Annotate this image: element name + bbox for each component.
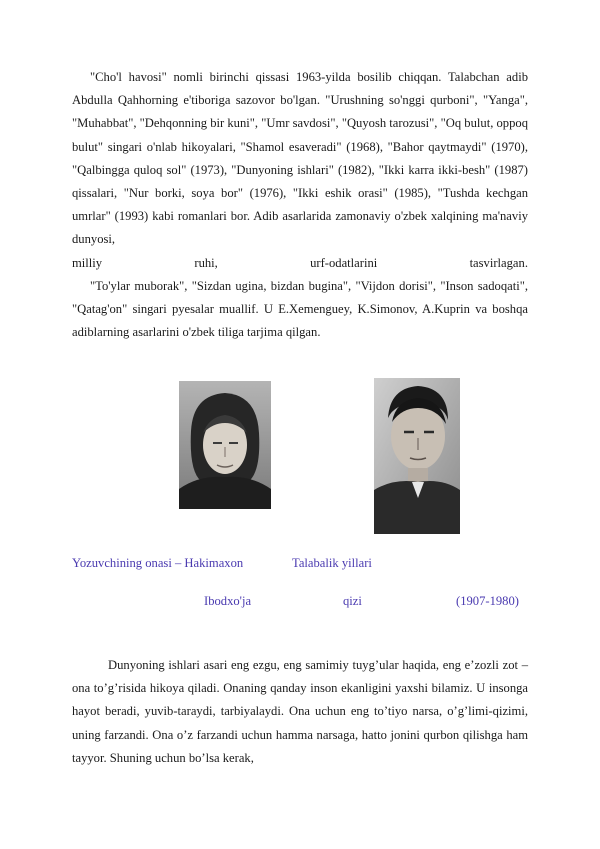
paragraph-dunyoning-ishlari: Dunyoning ishlari asari eng ezgu, eng samimiy tuyg’ular haqida, eng e’zozli zot – ona to’g’risida hikoya qiladi. Onaning qanday inson ekanligini yaxshi bilamiz. U insonga hayot beradi, yuvib-taraydi, tarbiyalaydi. Ona uchun eng to’tiyo narsa, o’g’limi-qizimi, uning farzandi. Ona o’z farzandi uchun hamma narsaga, hatto jonini qurbon qilishga ham tayyor. Shuning uchun bo’lsa kerak, — [72, 658, 528, 765]
caption-years: (1907-1980) — [456, 594, 519, 608]
spread-word: ruhi, — [194, 255, 218, 270]
caption-mother: Yozuvchining onasi – Hakimaxon — [72, 556, 244, 570]
caption-qizi: qizi — [343, 594, 362, 608]
paragraph-plays-translations: "To'ylar muborak", "Sizdan ugina, bizdan bugina", "Vijdon dorisi", "Inson sadoqati", "Qatag'on" singari pyesalar muallif. U E.Xemenguey, K.Simonov, A.Kuprin va boshqa adiblarning asarlarini o'zbek tiligа tarjima qilgan. — [72, 279, 528, 340]
paragraph-text: "Cho'l havosi" nomli birinchi qissasi 1963-yilda bosilib chiqqan. Talabchan adib Abdulla Qahhorning e'tiboriga sazovor bo'lgan. "Urushning so'nggi qurboni", "Yanga", "Muhabbat", "Dehqonning bir kuni", "Umr savdosi", "Quyosh tarozusi", "Oq bulut, oppoq bulut" singari o'nlab hikoyalari, "Shamol esaveradi" (1968), "Bahor qaytmaydi" (1970), "Qalbingga quloq sol" (1973), "Dunyoning ishlari" (1982), "Ikki karra ikki-besh" (1987) qissalari, "Nur borki, soya bor" (1976), "Ikki eshik orasi" (1985), "Tushda kechgan umrlar" (1993) kabi romanlari bor. Adib asarlarida zamonaviy o'zbek xalqining ma'naviy dunyosi, — [72, 70, 528, 247]
paragraph-works-list — [72, 66, 528, 275]
spread-word: urf-odatlarini — [310, 255, 378, 270]
photo-student-years — [374, 378, 460, 534]
spread-line — [72, 252, 528, 275]
caption-student-years: Talabalik yillari — [292, 556, 372, 570]
caption-mother-patronymic: Ibodxo'ja — [204, 594, 252, 608]
photo-mother — [179, 381, 271, 509]
spread-word: tasvirlagan. — [469, 255, 528, 270]
spread-word: milliy — [72, 255, 103, 270]
